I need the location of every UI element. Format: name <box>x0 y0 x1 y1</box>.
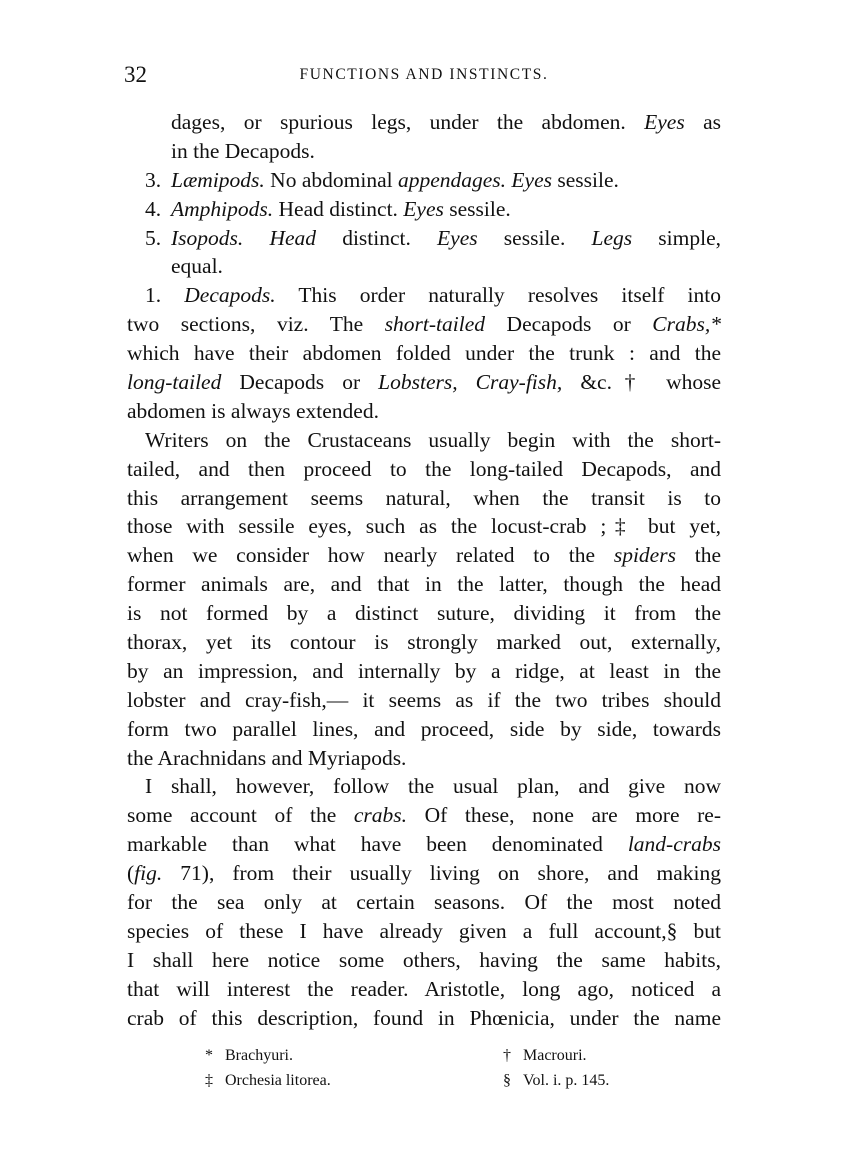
text-line: markable than what have been denominated land-crabs <box>127 832 721 857</box>
text-line: I shall here notice some others, having the same habits, <box>127 947 721 972</box>
running-title: FUNCTIONS AND INSTINCTS. <box>299 66 549 83</box>
text-line: by an impression, and internally by a ridge, at least in the <box>127 658 721 683</box>
text-line: this arrangement seems natural, when the transit is to <box>127 485 721 510</box>
text-line: thorax, yet its contour is strongly marked out, externally, <box>127 630 721 655</box>
text-line: the Arachnidans and Myriapods. <box>127 745 407 770</box>
paragraph-first-line: 1. Decapods. This order naturally resolves itself into <box>145 283 721 308</box>
list-item: 4. Amphipods. Head distinct. Eyes sessile. <box>145 196 511 221</box>
footnote-mark: § <box>503 1072 511 1089</box>
footnote-text: Vol. i. p. 145. <box>523 1072 610 1089</box>
text-line: when we consider how nearly related to the spiders the <box>127 543 721 568</box>
text-line: lobster and cray-fish,— it seems as if the two tribes should <box>127 687 721 712</box>
footnote-text: Macrouri. <box>523 1047 587 1064</box>
text-line: for the sea only at certain seasons. Of the most noted <box>127 890 721 915</box>
footnote <box>205 1068 331 1093</box>
text-line: former animals are, and that in the latter, though the head <box>127 572 721 597</box>
paragraph-first-line: Writers on the Crustaceans usually begin with the short- <box>145 427 721 452</box>
list-item: 5. Isopods. Head distinct. Eyes sessile. Legs simple, <box>145 225 721 250</box>
footnote-mark: † <box>503 1047 511 1064</box>
text-line: abdomen is always extended. <box>127 398 379 423</box>
page-number: 32 <box>124 62 147 87</box>
paragraph-first-line: I shall, however, follow the usual plan, and give now <box>145 774 721 799</box>
text-line: that will interest the reader. Aristotle, long ago, noticed a <box>127 976 721 1001</box>
page-header <box>124 62 724 90</box>
footnote-text: Brachyuri. <box>225 1047 293 1064</box>
text-line: equal. <box>171 254 223 279</box>
body-text <box>127 108 721 1033</box>
text-line: those with sessile eyes, such as the locust-crab ;‡ but yet, <box>127 514 721 539</box>
footnote-mark: ‡ <box>205 1072 213 1089</box>
list-item: 3. Læmipods. No abdominal appendages. Eyes sessile. <box>145 167 619 192</box>
text-line: in the Decapods. <box>171 138 315 163</box>
footnote <box>503 1043 587 1068</box>
footnote <box>503 1068 609 1093</box>
text-line: (fig. 71), from their usually living on shore, and making <box>127 861 721 886</box>
footnote-text: Orchesia litorea. <box>225 1072 331 1089</box>
text-line: some account of the crabs. Of these, none are more re- <box>127 803 721 828</box>
text-line: is not formed by a distinct suture, dividing it from the <box>127 601 721 626</box>
text-line: two sections, viz. The short-tailed Decapods or Crabs,* <box>127 312 721 337</box>
text-line: species of these I have already given a full account,§ but <box>127 918 721 943</box>
text-line: long-tailed Decapods or Lobsters, Cray-fish, &c.† whose <box>127 370 722 395</box>
text-line: tailed, and then proceed to the long-tailed Decapods, and <box>127 456 721 481</box>
footnote-mark: * <box>205 1047 213 1064</box>
text-line: dages, or spurious legs, under the abdomen. Eyes as <box>171 110 721 134</box>
text-line: which have their abdomen folded under the trunk : and the <box>127 341 721 366</box>
text-line: crab of this description, found in Phœnicia, under the name <box>127 1005 721 1030</box>
text-line: form two parallel lines, and proceed, side by side, towards <box>127 716 721 741</box>
footnote <box>205 1043 293 1068</box>
